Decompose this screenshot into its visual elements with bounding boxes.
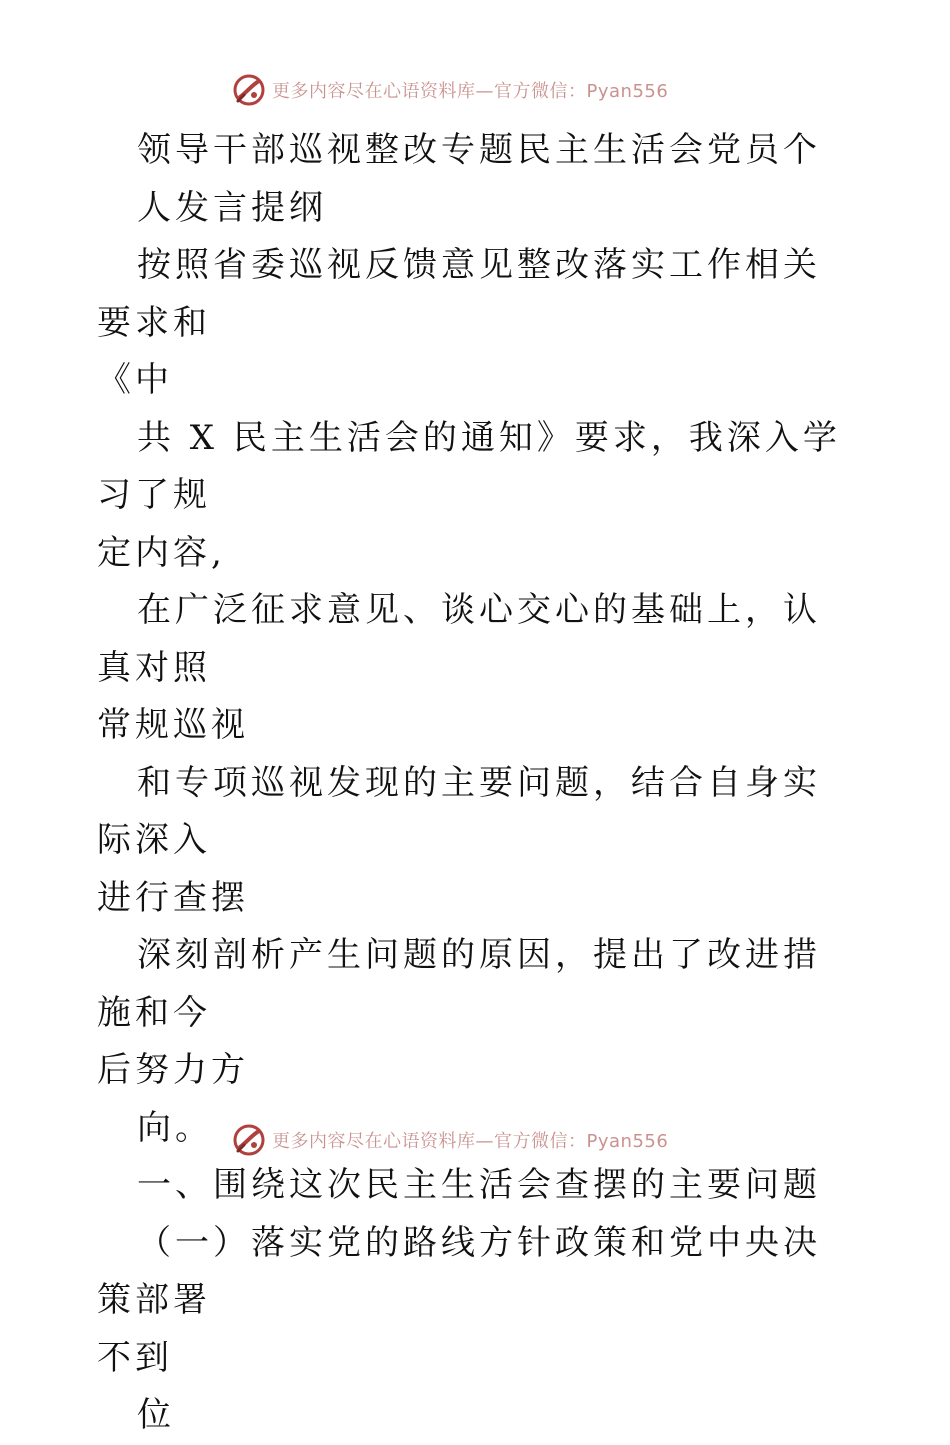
paragraph-line: 和专项巡视发现的主要问题，结合自身实际深入 <box>97 762 821 860</box>
subsection-heading-line: 不到 <box>97 1337 173 1378</box>
title-line-1: 领导干部巡视整改专题民主生活会党员个 <box>137 130 821 170</box>
header-watermark-banner <box>232 72 668 108</box>
paragraph-line: 《中 <box>97 360 173 400</box>
section-heading: 一、围绕这次民主生活会查摆的主要问题 <box>137 1165 821 1205</box>
brush-pen-logo-icon <box>232 73 266 107</box>
paragraph-line: 深刻剖析产生问题的原因，提出了改进措施和今 <box>97 935 821 1033</box>
footer-watermark-banner <box>232 1122 668 1158</box>
paragraph-line: 按照省委巡视反馈意见整改落实工作相关要求和 <box>97 245 821 343</box>
paragraph-line: 后努力方 <box>97 1050 249 1090</box>
paragraph-line: 共 X 民主生活会的通知》要求，我深入学习了规 <box>97 417 841 515</box>
subsection-heading-line: 位 <box>137 1395 175 1435</box>
watermark-text: 更多内容尽在心语资料库—官方微信：Pyan556 <box>272 1131 669 1152</box>
paragraph-line: 向。 <box>137 1107 213 1148</box>
paragraph-line: 定内容, <box>97 532 226 573</box>
brush-pen-logo-icon <box>232 1123 266 1157</box>
paragraph-line: 常规巡视 <box>97 705 249 745</box>
document-body <box>97 122 857 1445</box>
title-line-2: 人发言提纲 <box>137 187 327 228</box>
paragraph-line: 在广泛征求意见、谈心交心的基础上，认真对照 <box>97 590 821 688</box>
watermark-text: 更多内容尽在心语资料库—官方微信：Pyan556 <box>272 81 669 102</box>
paragraph-line: 进行查摆 <box>97 877 249 918</box>
subsection-heading-line: （一）落实党的路线方针政策和党中央决策部署 <box>97 1222 821 1320</box>
